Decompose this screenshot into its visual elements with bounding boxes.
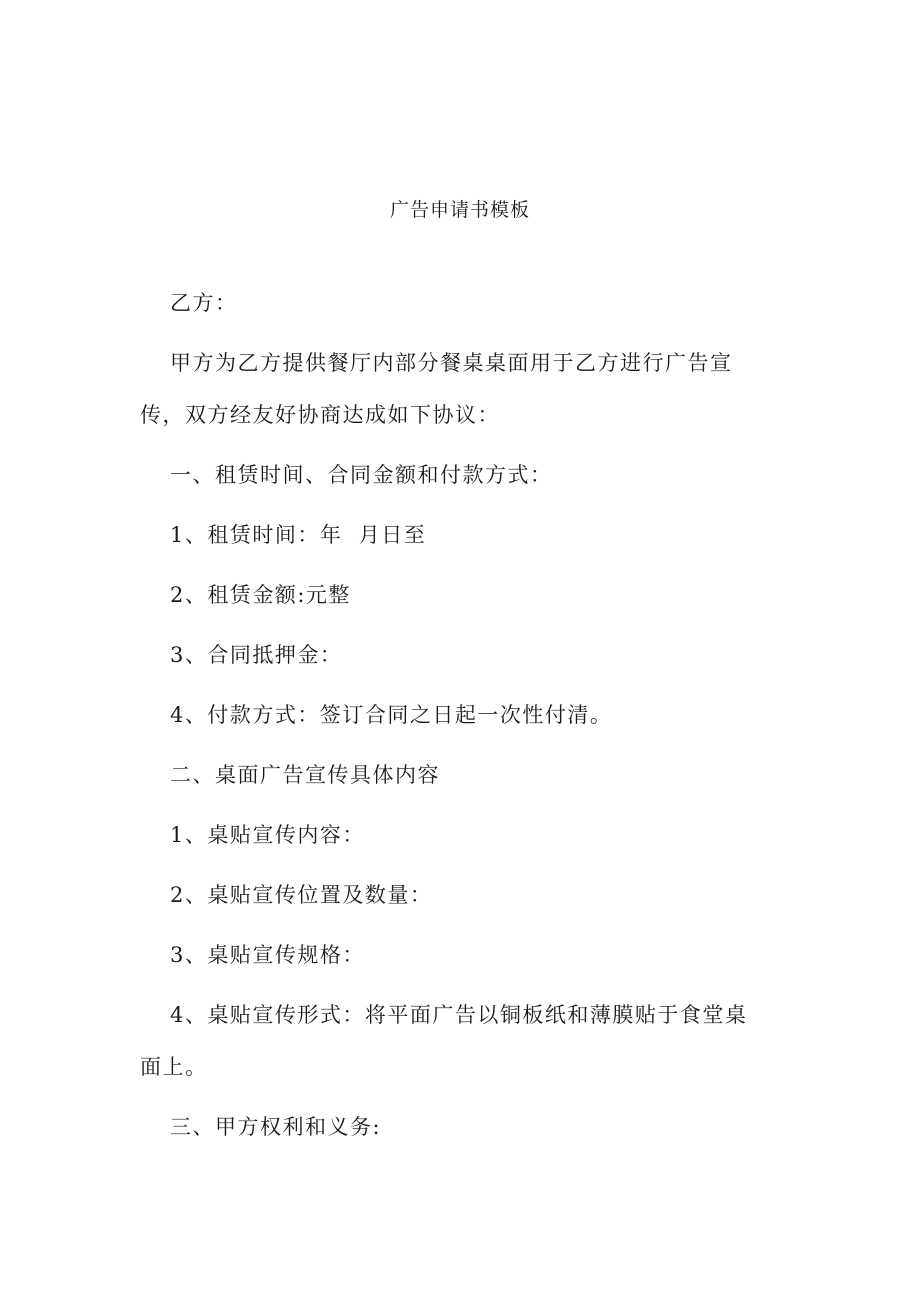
list-item: 1、桌贴宣传内容：	[170, 823, 365, 847]
list-item: 2、桌贴宣传位置及数量：	[170, 883, 433, 907]
document-title: 广告申请书模板	[389, 199, 530, 221]
list-item: 3、合同抵押金：	[170, 643, 343, 667]
list-item: 4、付款方式：签订合同之日起一次性付清。	[170, 703, 613, 727]
section-heading-3: 三、甲方权利和义务:	[170, 1115, 382, 1139]
document-body	[140, 277, 750, 1153]
section-heading-2: 二、桌面广告宣传具体内容	[170, 763, 440, 787]
paragraph-intro: 甲方为乙方提供餐厅内部分餐桌桌面用于乙方进行广告宣传，双方经友好协商达成如下协议：	[140, 351, 733, 427]
section-heading-1: 一、租赁时间、合同金额和付款方式：	[170, 463, 553, 487]
paragraph-recipient: 乙方：	[170, 291, 238, 315]
list-item: 2、租赁金额:元整	[170, 583, 351, 607]
list-item: 1、租赁时间：年 月日至	[170, 523, 427, 547]
list-item: 3、桌贴宣传规格：	[170, 943, 365, 967]
list-item: 4、桌贴宣传形式：将平面广告以铜板纸和薄膜贴于食堂桌面上。	[140, 1003, 748, 1079]
